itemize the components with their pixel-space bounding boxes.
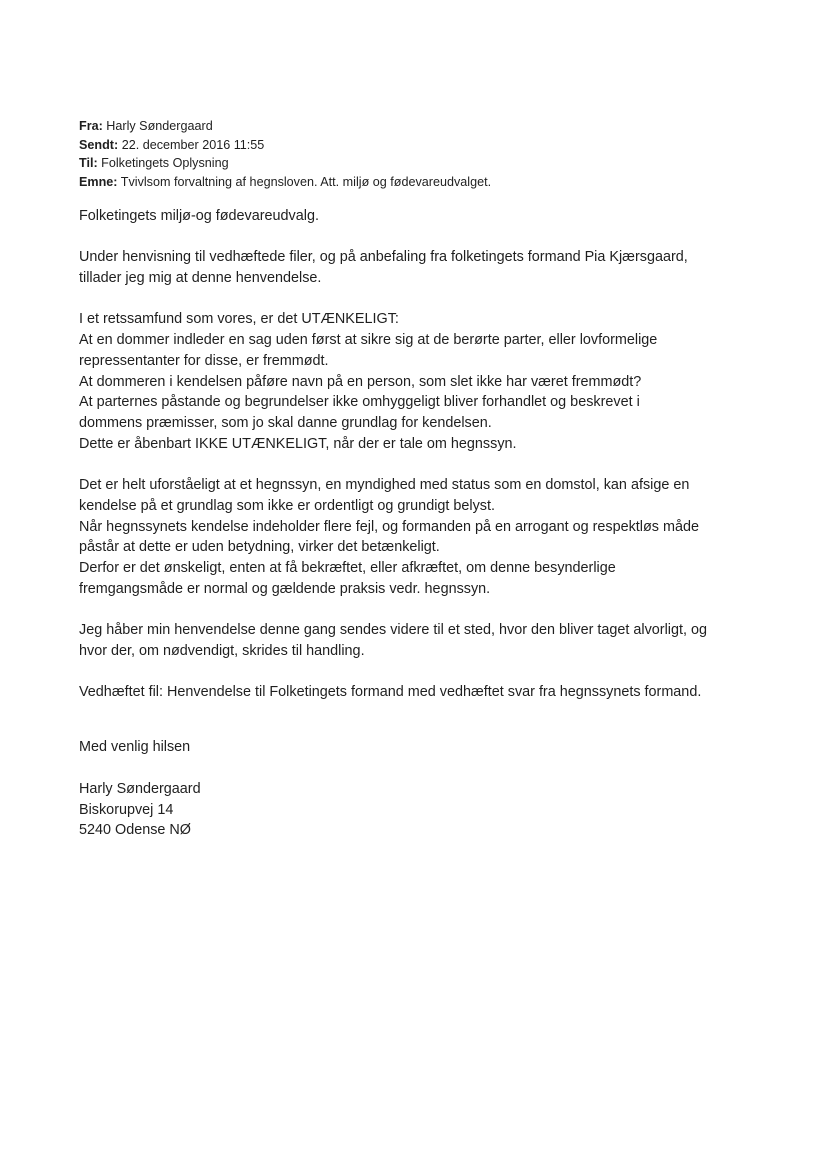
text-line: fremgangsmåde er normal og gældende praksis vedr. hegnssyn. — [79, 580, 491, 597]
paragraph-4 — [79, 620, 779, 661]
sent-label: Sendt: — [79, 137, 119, 152]
closing: Med venlig hilsen — [79, 739, 191, 755]
text-line: tillader jeg mig at denne henvendelse. — [79, 270, 322, 287]
salutation-line: Folketingets miljø-og fødevareudvalg. — [79, 208, 319, 224]
text-line: At dommeren i kendelsen påføre navn på en person, som slet ikke har været fremmødt? — [79, 373, 642, 390]
email-header — [79, 117, 779, 191]
text-line: påstår at dette er uden betydning, virker det betænkeligt. — [79, 539, 440, 556]
text-line: kendelse på et grundlag som ikke er ordentligt og grundigt belyst. — [79, 497, 495, 514]
text-line: Derfor er det ønskeligt, enten at få bekræftet, eller afkræftet, om denne besynderlige — [79, 559, 616, 576]
signature-block — [79, 779, 201, 841]
paragraph-1 — [79, 247, 779, 288]
signature-name: Harly Søndergaard — [79, 781, 201, 797]
from-row — [79, 117, 779, 136]
sent-value: 22. december 2016 11:55 — [121, 137, 265, 152]
subject-row — [79, 173, 779, 192]
text-line: Når hegnssynets kendelse indeholder flere fejl, og formanden på en arrogant og respektløs måde — [79, 518, 699, 535]
text-line: Jeg håber min henvendelse denne gang sendes videre til et sted, hvor den bliver taget alvorligt, og — [79, 622, 707, 638]
text-line: dommens præmisser, som jo skal danne grundlag for kendelsen. — [79, 415, 492, 431]
signature-city: 5240 Odense NØ — [79, 822, 191, 839]
to-value: Folketingets Oplysning — [101, 156, 229, 170]
attachment-note — [79, 682, 779, 703]
to-label: Til: — [79, 156, 98, 170]
sent-row — [79, 136, 779, 155]
attachment-line: Vedhæftet fil: Henvendelse til Folketingets formand med vedhæftet svar fra hegnssynets formand. — [79, 684, 702, 701]
text-line: Det er helt uforståeligt at et hegnssyn, en myndighed med status som en domstol, kan afsige en — [79, 477, 690, 494]
from-value: Harly Søndergaard — [106, 119, 213, 133]
to-row — [79, 154, 779, 173]
text-line: At en dommer indleder en sag uden først at sikre sig at de berørte parter, eller lovformelige — [79, 332, 658, 349]
text-line: At parternes påstande og begrundelser ikke omhyggeligt bliver forhandlet og beskrevet i — [79, 394, 640, 411]
text-line: hvor der, om nødvendigt, skrides til handling. — [79, 642, 365, 659]
signature-street: Biskorupvej 14 — [79, 801, 174, 818]
subject-label: Emne: — [79, 174, 118, 189]
paragraph-3 — [79, 475, 779, 599]
paragraph-2 — [79, 309, 779, 454]
letter-body — [79, 206, 779, 723]
subject-value: Tvivlsom forvaltning af hegnsloven. Att. miljø og fødevareudvalget. — [120, 174, 492, 189]
from-label: Fra: — [79, 119, 103, 133]
salutation — [79, 206, 779, 227]
text-line: Under henvisning til vedhæftede filer, og på anbefaling fra folketingets formand Pia Kjærsgaard, — [79, 249, 688, 266]
text-line: repressentanter for disse, er fremmødt. — [79, 352, 329, 369]
text-line: Dette er åbenbart IKKE UTÆNKELIGT, når der er tale om hegnssyn. — [79, 435, 517, 452]
text-line: I et retssamfund som vores, er det UTÆNKELIGT: — [79, 311, 399, 328]
